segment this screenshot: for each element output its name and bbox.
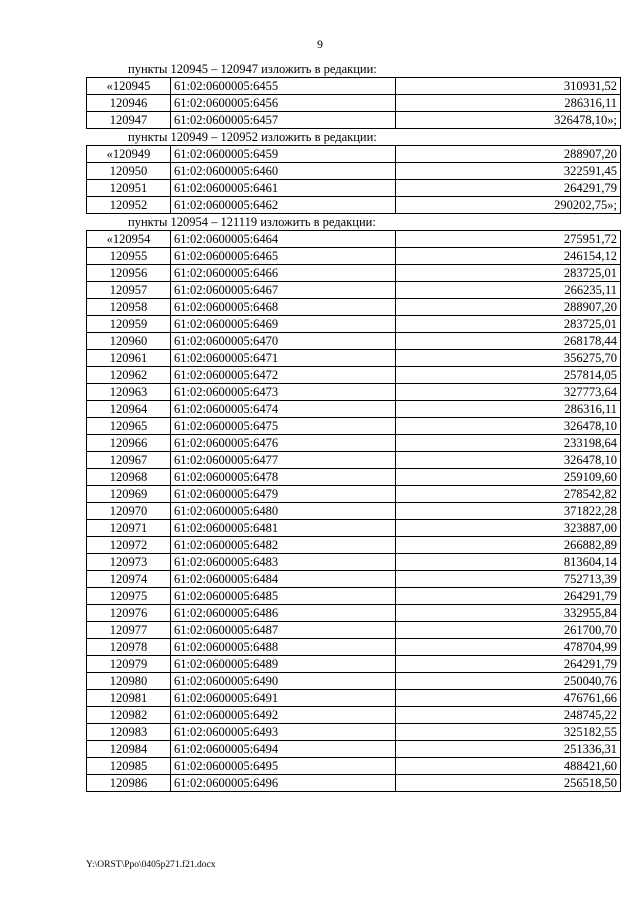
table-row <box>87 622 621 639</box>
table-row <box>87 656 621 673</box>
table-row <box>87 707 621 724</box>
table-row <box>87 554 621 571</box>
item-number-cell: 120973 <box>87 554 171 571</box>
table-row <box>87 520 621 537</box>
item-number-cell: 120959 <box>87 316 171 333</box>
table-row <box>87 316 621 333</box>
table-row <box>87 690 621 707</box>
cadastral-number-cell: 61:02:0600005:6489 <box>171 656 396 673</box>
value-cell: 264291,79 <box>396 588 621 605</box>
cadastral-number-cell: 61:02:0600005:6460 <box>171 163 396 180</box>
cadastral-number-cell: 61:02:0600005:6491 <box>171 690 396 707</box>
value-cell: 283725,01 <box>396 265 621 282</box>
cadastral-number-cell: 61:02:0600005:6486 <box>171 605 396 622</box>
item-number-cell: 120974 <box>87 571 171 588</box>
item-number-cell: 120961 <box>87 350 171 367</box>
value-cell: 286316,11 <box>396 95 621 112</box>
value-cell: 288907,20 <box>396 146 621 163</box>
cadastral-number-cell: 61:02:0600005:6490 <box>171 673 396 690</box>
table-row <box>87 384 621 401</box>
item-number-cell: 120956 <box>87 265 171 282</box>
value-cell: 278542,82 <box>396 486 621 503</box>
value-cell: 310931,52 <box>396 78 621 95</box>
table-row <box>87 605 621 622</box>
cadastral-number-cell: 61:02:0600005:6455 <box>171 78 396 95</box>
item-number-cell: 120960 <box>87 333 171 350</box>
item-number-cell: 120979 <box>87 656 171 673</box>
cadastral-number-cell: 61:02:0600005:6476 <box>171 435 396 452</box>
item-number-cell: 120947 <box>87 112 171 129</box>
table-row <box>87 724 621 741</box>
value-cell: 264291,79 <box>396 656 621 673</box>
value-cell: 233198,64 <box>396 435 621 452</box>
item-number-cell: 120983 <box>87 724 171 741</box>
value-cell: 283725,01 <box>396 316 621 333</box>
cadastral-number-cell: 61:02:0600005:6493 <box>171 724 396 741</box>
item-number-cell: «120949 <box>87 146 171 163</box>
parcel-table <box>86 77 621 129</box>
cadastral-number-cell: 61:02:0600005:6462 <box>171 197 396 214</box>
item-number-cell: «120954 <box>87 231 171 248</box>
cadastral-number-cell: 61:02:0600005:6495 <box>171 758 396 775</box>
cadastral-number-cell: 61:02:0600005:6496 <box>171 775 396 792</box>
table-row <box>87 78 621 95</box>
item-number-cell: 120986 <box>87 775 171 792</box>
cadastral-number-cell: 61:02:0600005:6467 <box>171 282 396 299</box>
cadastral-number-cell: 61:02:0600005:6481 <box>171 520 396 537</box>
cadastral-number-cell: 61:02:0600005:6488 <box>171 639 396 656</box>
value-cell: 266882,89 <box>396 537 621 554</box>
item-number-cell: 120955 <box>87 248 171 265</box>
table-row <box>87 265 621 282</box>
cadastral-number-cell: 61:02:0600005:6492 <box>171 707 396 724</box>
cadastral-number-cell: 61:02:0600005:6470 <box>171 333 396 350</box>
item-number-cell: 120977 <box>87 622 171 639</box>
document-body <box>86 61 621 792</box>
cadastral-number-cell: 61:02:0600005:6473 <box>171 384 396 401</box>
table-row <box>87 418 621 435</box>
value-cell: 256518,50 <box>396 775 621 792</box>
table-row <box>87 639 621 656</box>
table-row <box>87 401 621 418</box>
value-cell: 251336,31 <box>396 741 621 758</box>
item-number-cell: 120972 <box>87 537 171 554</box>
table-row <box>87 112 621 129</box>
value-cell: 268178,44 <box>396 333 621 350</box>
section-heading: пункты 120945 – 120947 изложить в редакции: <box>128 62 377 76</box>
value-cell: 813604,14 <box>396 554 621 571</box>
value-cell: 288907,20 <box>396 299 621 316</box>
value-cell: 261700,70 <box>396 622 621 639</box>
cadastral-number-cell: 61:02:0600005:6466 <box>171 265 396 282</box>
table-row <box>87 333 621 350</box>
item-number-cell: 120969 <box>87 486 171 503</box>
value-cell: 259109,60 <box>396 469 621 486</box>
value-cell: 290202,75»; <box>396 197 621 214</box>
item-number-cell: 120963 <box>87 384 171 401</box>
item-number-cell: 120968 <box>87 469 171 486</box>
item-number-cell: 120976 <box>87 605 171 622</box>
cadastral-number-cell: 61:02:0600005:6459 <box>171 146 396 163</box>
parcel-table <box>86 230 621 792</box>
table-row <box>87 95 621 112</box>
value-cell: 332955,84 <box>396 605 621 622</box>
value-cell: 257814,05 <box>396 367 621 384</box>
item-number-cell: 120982 <box>87 707 171 724</box>
item-number-cell: 120946 <box>87 95 171 112</box>
value-cell: 752713,39 <box>396 571 621 588</box>
value-cell: 476761,66 <box>396 690 621 707</box>
item-number-cell: 120957 <box>87 282 171 299</box>
item-number-cell: 120984 <box>87 741 171 758</box>
table-row <box>87 571 621 588</box>
cadastral-number-cell: 61:02:0600005:6468 <box>171 299 396 316</box>
section-heading: пункты 120949 – 120952 изложить в редакции: <box>128 130 377 144</box>
cadastral-number-cell: 61:02:0600005:6475 <box>171 418 396 435</box>
cadastral-number-cell: 61:02:0600005:6471 <box>171 350 396 367</box>
value-cell: 250040,76 <box>396 673 621 690</box>
cadastral-number-cell: 61:02:0600005:6465 <box>171 248 396 265</box>
value-cell: 248745,22 <box>396 707 621 724</box>
item-number-cell: 120964 <box>87 401 171 418</box>
table-row <box>87 350 621 367</box>
cadastral-number-cell: 61:02:0600005:6477 <box>171 452 396 469</box>
table-row <box>87 775 621 792</box>
item-number-cell: 120966 <box>87 435 171 452</box>
item-number-cell: 120981 <box>87 690 171 707</box>
table-row <box>87 503 621 520</box>
item-number-cell: «120945 <box>87 78 171 95</box>
value-cell: 322591,45 <box>396 163 621 180</box>
value-cell: 286316,11 <box>396 401 621 418</box>
value-cell: 371822,28 <box>396 503 621 520</box>
value-cell: 325182,55 <box>396 724 621 741</box>
item-number-cell: 120951 <box>87 180 171 197</box>
item-number-cell: 120985 <box>87 758 171 775</box>
footer-file-path: Y:\ORST\Ppo\0405p271.f21.docx <box>86 860 216 870</box>
cadastral-number-cell: 61:02:0600005:6479 <box>171 486 396 503</box>
value-cell: 326478,10 <box>396 452 621 469</box>
table-row <box>87 180 621 197</box>
item-number-cell: 120952 <box>87 197 171 214</box>
table-row <box>87 163 621 180</box>
item-number-cell: 120958 <box>87 299 171 316</box>
table-row <box>87 299 621 316</box>
cadastral-number-cell: 61:02:0600005:6485 <box>171 588 396 605</box>
table-row <box>87 452 621 469</box>
item-number-cell: 120950 <box>87 163 171 180</box>
parcel-table <box>86 145 621 214</box>
cadastral-number-cell: 61:02:0600005:6469 <box>171 316 396 333</box>
item-number-cell: 120970 <box>87 503 171 520</box>
table-row <box>87 231 621 248</box>
section-heading: пункты 120954 – 121119 изложить в редакции: <box>128 215 376 229</box>
value-cell: 266235,11 <box>396 282 621 299</box>
value-cell: 323887,00 <box>396 520 621 537</box>
cadastral-number-cell: 61:02:0600005:6472 <box>171 367 396 384</box>
cadastral-number-cell: 61:02:0600005:6478 <box>171 469 396 486</box>
item-number-cell: 120962 <box>87 367 171 384</box>
table-row <box>87 486 621 503</box>
table-row <box>87 537 621 554</box>
cadastral-number-cell: 61:02:0600005:6484 <box>171 571 396 588</box>
item-number-cell: 120980 <box>87 673 171 690</box>
table-row <box>87 758 621 775</box>
value-cell: 356275,70 <box>396 350 621 367</box>
item-number-cell: 120975 <box>87 588 171 605</box>
table-row <box>87 673 621 690</box>
table-row <box>87 248 621 265</box>
item-number-cell: 120967 <box>87 452 171 469</box>
cadastral-number-cell: 61:02:0600005:6480 <box>171 503 396 520</box>
item-number-cell: 120978 <box>87 639 171 656</box>
item-number-cell: 120971 <box>87 520 171 537</box>
cadastral-number-cell: 61:02:0600005:6494 <box>171 741 396 758</box>
table-row <box>87 146 621 163</box>
table-row <box>87 741 621 758</box>
item-number-cell: 120965 <box>87 418 171 435</box>
value-cell: 326478,10 <box>396 418 621 435</box>
value-cell: 326478,10»; <box>396 112 621 129</box>
cadastral-number-cell: 61:02:0600005:6474 <box>171 401 396 418</box>
cadastral-number-cell: 61:02:0600005:6482 <box>171 537 396 554</box>
table-row <box>87 588 621 605</box>
value-cell: 275951,72 <box>396 231 621 248</box>
cadastral-number-cell: 61:02:0600005:6487 <box>171 622 396 639</box>
value-cell: 488421,60 <box>396 758 621 775</box>
table-row <box>87 435 621 452</box>
cadastral-number-cell: 61:02:0600005:6461 <box>171 180 396 197</box>
table-row <box>87 367 621 384</box>
value-cell: 327773,64 <box>396 384 621 401</box>
value-cell: 478704,99 <box>396 639 621 656</box>
table-row <box>87 282 621 299</box>
value-cell: 264291,79 <box>396 180 621 197</box>
page-number: 9 <box>317 37 323 51</box>
cadastral-number-cell: 61:02:0600005:6464 <box>171 231 396 248</box>
table-row <box>87 197 621 214</box>
table-row <box>87 469 621 486</box>
cadastral-number-cell: 61:02:0600005:6483 <box>171 554 396 571</box>
cadastral-number-cell: 61:02:0600005:6456 <box>171 95 396 112</box>
value-cell: 246154,12 <box>396 248 621 265</box>
cadastral-number-cell: 61:02:0600005:6457 <box>171 112 396 129</box>
